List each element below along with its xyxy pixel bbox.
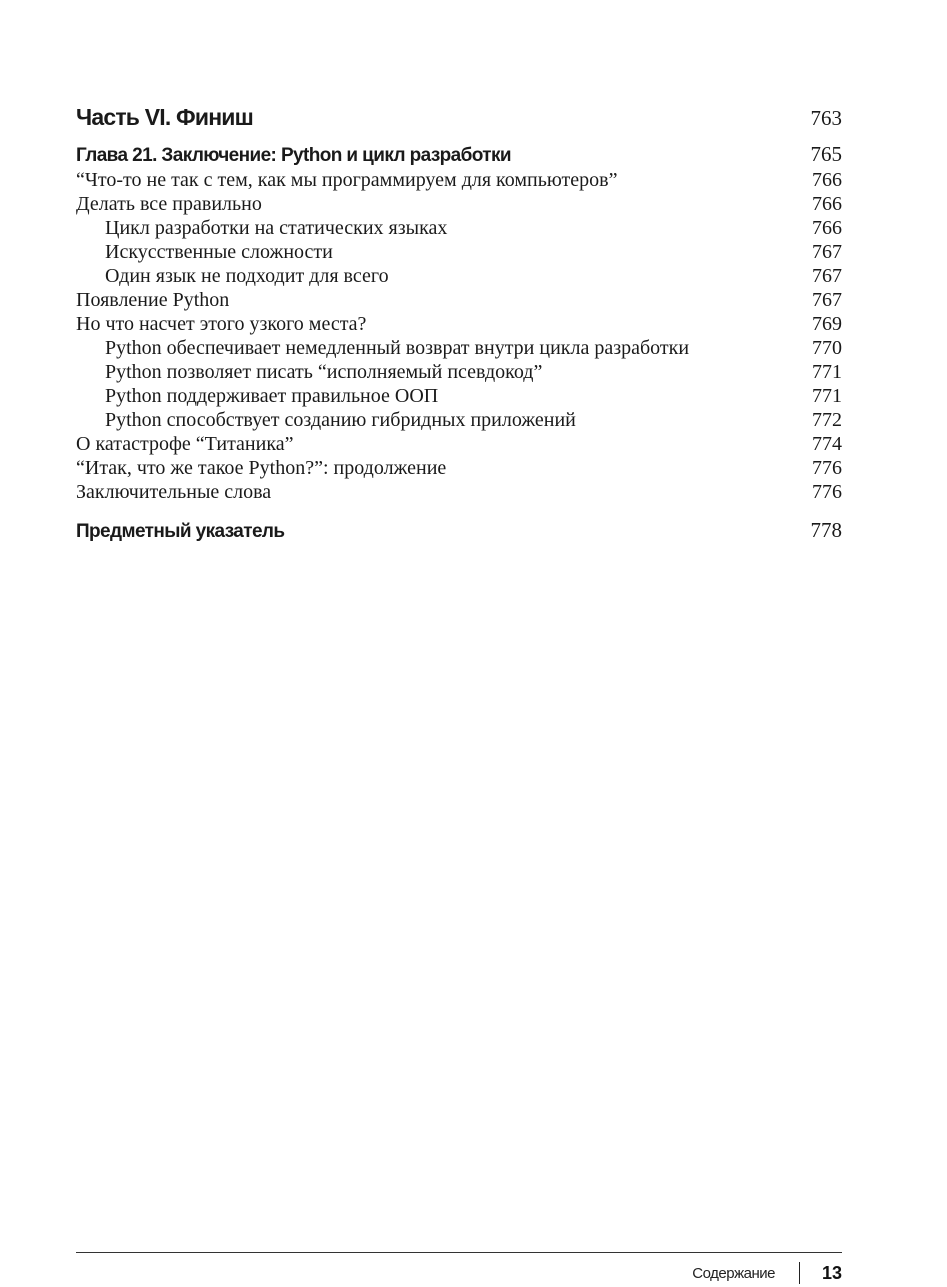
toc-entry-page: 769 <box>812 313 842 335</box>
toc-subentry[interactable] <box>76 360 842 384</box>
toc-entry-page: 776 <box>812 457 842 479</box>
toc-entry-page: 770 <box>812 337 842 359</box>
footer-divider <box>799 1262 800 1284</box>
toc-entry-title: “Что-то не так с тем, как мы программируем для компьютеров” <box>76 169 618 191</box>
toc-chapter[interactable] <box>76 140 842 168</box>
toc-entry-title: “Итак, что же такое Python?”: продолжение <box>76 457 447 479</box>
toc-entry[interactable] <box>76 432 842 456</box>
toc-index-title: Предметный указатель <box>76 521 285 542</box>
toc-entry-title: Python способствует созданию гибридных приложений <box>105 409 576 431</box>
toc-part-title: Часть VI. Финиш <box>76 104 254 130</box>
toc-entry[interactable] <box>76 456 842 480</box>
toc-subentry[interactable] <box>76 240 842 264</box>
toc-entry[interactable] <box>76 480 842 504</box>
toc-entry-page: 767 <box>812 265 842 287</box>
toc-entry-page: 771 <box>812 361 842 383</box>
toc-entry-title: Появление Python <box>76 289 230 311</box>
toc-entry-page: 766 <box>812 217 842 239</box>
toc-entry-page: 772 <box>812 409 842 431</box>
toc-subentry[interactable] <box>76 336 842 360</box>
toc-subentry[interactable] <box>76 216 842 240</box>
toc-entry[interactable] <box>76 288 842 312</box>
toc-index[interactable] <box>76 516 842 544</box>
footer-rule <box>76 1252 842 1253</box>
toc-entry-title: Python обеспечивает немедленный возврат внутри цикла разработки <box>105 337 690 359</box>
toc-entry[interactable] <box>76 192 842 216</box>
toc-entry-title: О катастрофе “Титаника” <box>76 433 294 455</box>
toc-entry-title: Но что насчет этого узкого места? <box>76 313 367 335</box>
toc-entry-page: 776 <box>812 481 842 503</box>
toc-chapter-title: Глава 21. Заключение: Python и цикл разработки <box>76 145 511 166</box>
toc-entry-page: 766 <box>812 169 842 191</box>
toc-entry-title: Python поддерживает правильное ООП <box>105 385 439 407</box>
toc-entry-title: Заключительные слова <box>76 481 272 503</box>
toc-part[interactable] <box>76 100 842 134</box>
toc-entry-title: Делать все правильно <box>76 193 262 215</box>
toc-chapter-page: 765 <box>810 142 842 166</box>
toc-entry-title: Цикл разработки на статических языках <box>105 217 448 239</box>
toc-entry-page: 774 <box>812 433 842 455</box>
toc-entry-page: 767 <box>812 241 842 263</box>
toc-entry[interactable] <box>76 312 842 336</box>
toc-entry-title: Искусственные сложности <box>105 241 333 263</box>
toc-part-page: 763 <box>810 106 842 130</box>
toc-entry-title: Python позволяет писать “исполняемый псевдокод” <box>105 361 543 383</box>
table-of-contents <box>76 100 842 544</box>
toc-entry-page: 766 <box>812 193 842 215</box>
toc-subentry[interactable] <box>76 384 842 408</box>
toc-subentry[interactable] <box>76 408 842 432</box>
toc-entry-title: Один язык не подходит для всего <box>105 265 389 287</box>
footer-section-label: Содержание <box>692 1264 775 1282</box>
toc-entry[interactable] <box>76 168 842 192</box>
footer-page-number: 13 <box>821 1262 842 1283</box>
toc-subentry[interactable] <box>76 264 842 288</box>
toc-entry-page: 771 <box>812 385 842 407</box>
page-footer <box>692 1262 842 1284</box>
toc-entry-page: 767 <box>812 289 842 311</box>
toc-index-page: 778 <box>810 518 842 542</box>
